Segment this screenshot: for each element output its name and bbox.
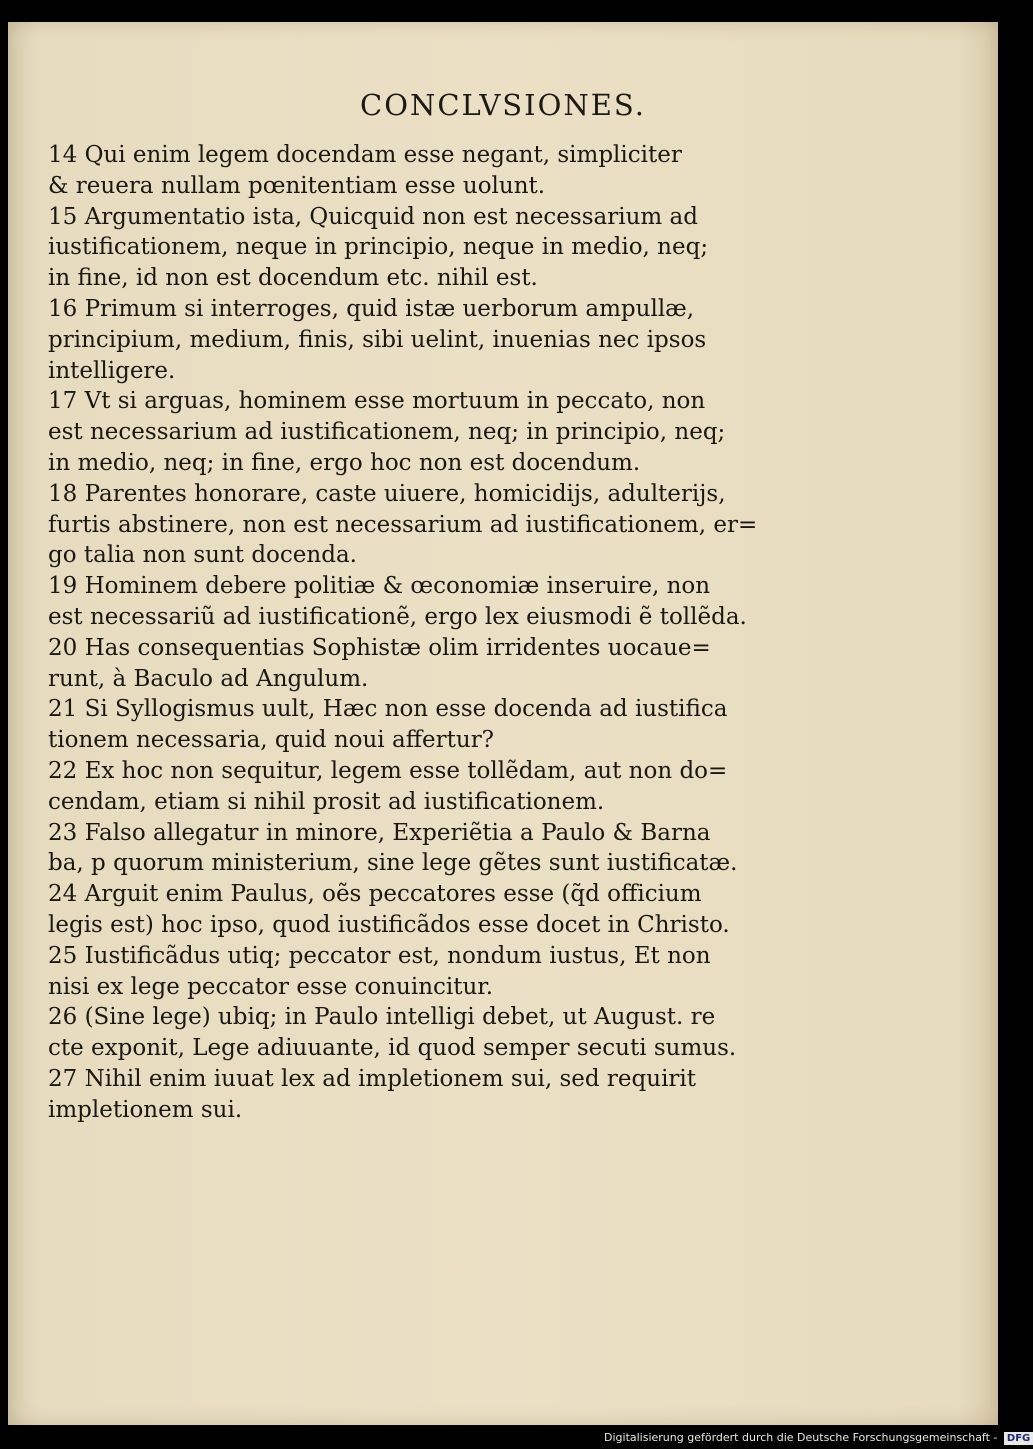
dfg-logo: DFG	[1004, 1432, 1033, 1445]
text-line: iustificationem, neque in principio, neque in medio, neq;	[48, 234, 709, 261]
text-line: runt, à Baculo ad Angulum.	[48, 665, 369, 692]
text-line: tionem necessaria, quid noui affertur?	[48, 727, 495, 754]
text-line: legis est) hoc ipso, quod iustificãdos esse docet in Christo.	[48, 911, 730, 938]
text-line: 21 Si Syllogismus uult, Hæc non esse docenda ad iustifica	[48, 696, 728, 723]
text-line: est necessariũ ad iustificationẽ, ergo lex eiusmodi ẽ tollẽda.	[48, 603, 747, 630]
text-line: ba, p quorum ministerium, sine lege gẽtes sunt iustificatæ.	[48, 850, 738, 877]
text-line: 27 Nihil enim iuuat lex ad impletionem sui, sed requirit	[48, 1065, 697, 1092]
digitization-credit	[604, 1430, 1031, 1446]
running-head: CONCLVSIONES.	[360, 88, 646, 122]
text-line: 18 Parentes honorare, caste uiuere, homicidijs, adulterijs,	[48, 480, 726, 507]
text-line: impletionem sui.	[48, 1096, 243, 1123]
text-line: 22 Ex hoc non sequitur, legem esse tollẽdam, aut non do=	[48, 757, 728, 784]
text-line: cte exponit, Lege adiuuante, id quod semper secuti sumus.	[48, 1035, 737, 1062]
text-line: 23 Falso allegatur in minore, Experiẽtia a Paulo & Barna	[48, 819, 711, 846]
digitization-credit-text: Digitalisierung gefördert durch die Deutsche Forschungsgemeinschaft -	[604, 1431, 998, 1444]
text-line: & reuera nullam pœnitentiam esse uolunt.	[48, 172, 546, 199]
text-line: 19 Hominem debere politiæ & œconomiæ inseruire, non	[48, 573, 711, 600]
text-line: 25 Iustificãdus utiq; peccator est, nondum iustus, Et non	[48, 942, 711, 969]
text-block	[48, 140, 758, 1126]
text-line: 17 Vt si arguas, hominem esse mortuum in peccato, non	[48, 388, 706, 415]
text-line: 14 Qui enim legem docendam esse negant, simpliciter	[48, 142, 682, 168]
text-line: in medio, neq; in fine, ergo hoc non est docendum.	[48, 449, 641, 476]
text-line: intelligere.	[48, 357, 176, 384]
text-line: 24 Arguit enim Paulus, oẽs peccatores esse (q̃d officium	[48, 881, 702, 908]
text-line: nisi ex lege peccator esse conuincitur.	[48, 973, 494, 1000]
text-line: 20 Has consequentias Sophistæ olim irridentes uocaue=	[48, 634, 711, 661]
text-line: 26 (Sine lege) ubiq; in Paulo intelligi debet, ut August. re	[48, 1004, 716, 1031]
text-line: 16 Primum si interroges, quid istæ uerborum ampullæ,	[48, 295, 695, 322]
text-line: est necessarium ad iustificationem, neq; in principio, neq;	[48, 419, 726, 446]
text-line: go talia non sunt docenda.	[48, 542, 357, 569]
text-line: cendam, etiam si nihil prosit ad iustificationem.	[48, 788, 605, 815]
text-line: furtis abstinere, non est necessarium ad iustificationem, er=	[48, 511, 758, 538]
text-line: principium, medium, finis, sibi uelint, inuenias nec ipsos	[48, 326, 707, 353]
text-line: in fine, id non est docendum etc. nihil est.	[48, 265, 538, 292]
text-line: 15 Argumentatio ista, Quicquid non est necessarium ad	[48, 203, 698, 230]
book-page	[8, 22, 998, 1425]
